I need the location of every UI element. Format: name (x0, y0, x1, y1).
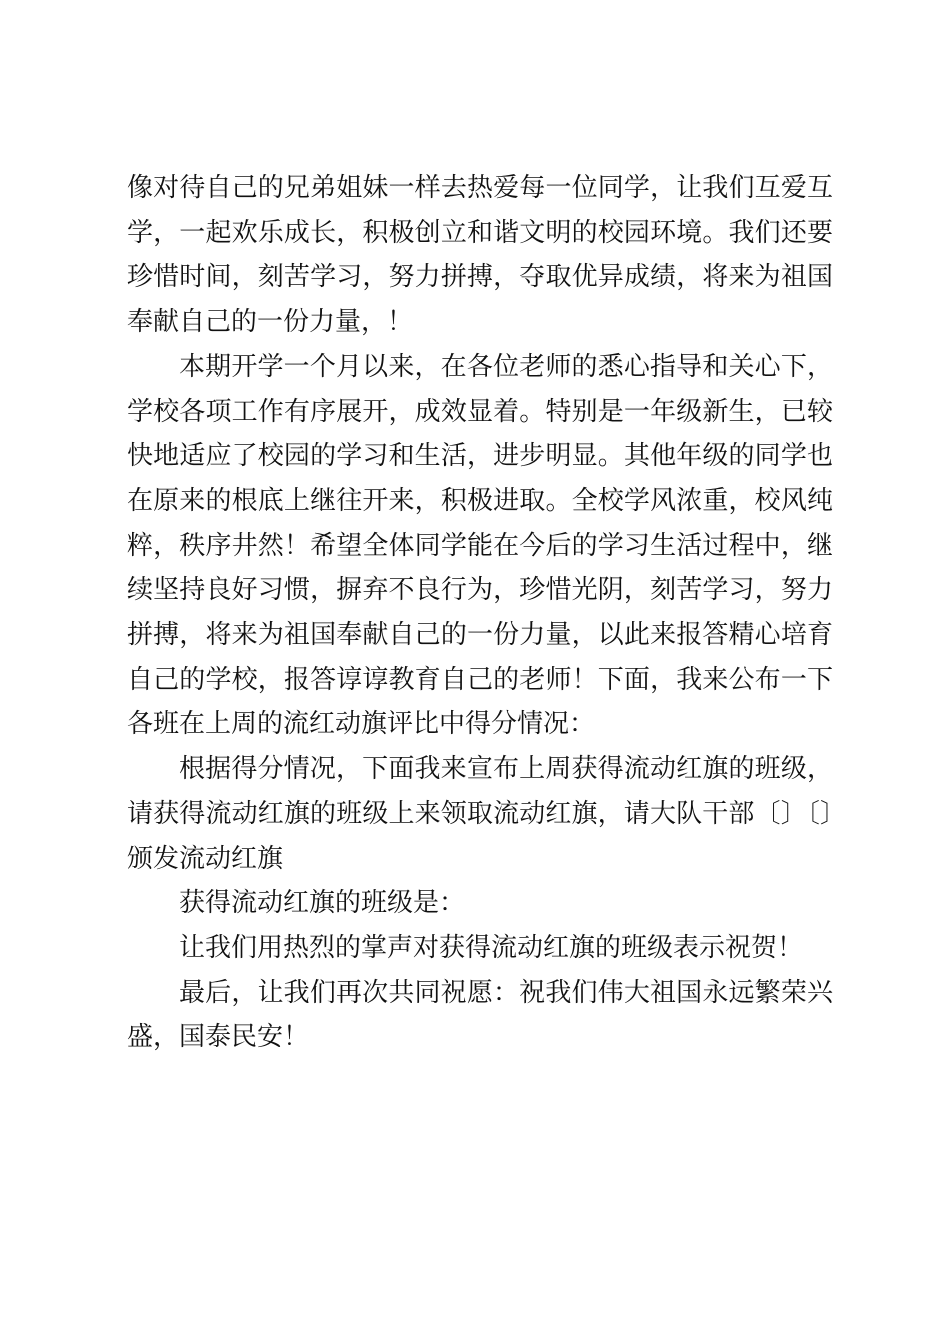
paragraph-opening-progress: 本期开学一个月以来，在各位老师的悉心指导和关心下，学校各项工作有序展开，成效显着。特别是一年级新生，已较快地适应了校园的学习和生活，进步明显。其他年级的同学也在原来的根底上继往开来，积极进取。全校学风浓重，校风纯粹，秩序井然！希望全体同学能在今后的学习生活过程中，继续坚持良好习惯，摒弃不良行为，珍惜光阴，刻苦学习，努力拼搏，将来为祖国奉献自己的一份力量，以此来报答精心培育自己的学校，报答谆谆教育自己的老师！下面，我来公布一下各班在上周的流红动旗评比中得分情况： (127, 351, 833, 740)
paragraph-closing: 最后，让我们再次共同祝愿：祝我们伟大祖国永远繁荣兴盛，国泰民安！ (127, 977, 833, 1053)
document-body (127, 166, 833, 1060)
paragraph-continuation: 像对待自己的兄弟姐妹一样去热爱每一位同学，让我们互爱互学，一起欢乐成长，积极创立和谐文明的校园环境。我们还要珍惜时间，刻苦学习，努力拼搏，夺取优异成绩，将来为祖国奉献自己的一份力量，！ (127, 173, 833, 338)
paragraph-applause: 让我们用热烈的掌声对获得流动红旗的班级表示祝贺！ (179, 932, 804, 963)
paragraph-winners: 获得流动红旗的班级是： (179, 888, 466, 919)
paragraph-announcement: 根据得分情况，下面我来宣布上周获得流动红旗的班级，请获得流动红旗的班级上来领取流动红旗，请大队干部〔〕〔〕颁发流动红旗 (127, 754, 833, 874)
